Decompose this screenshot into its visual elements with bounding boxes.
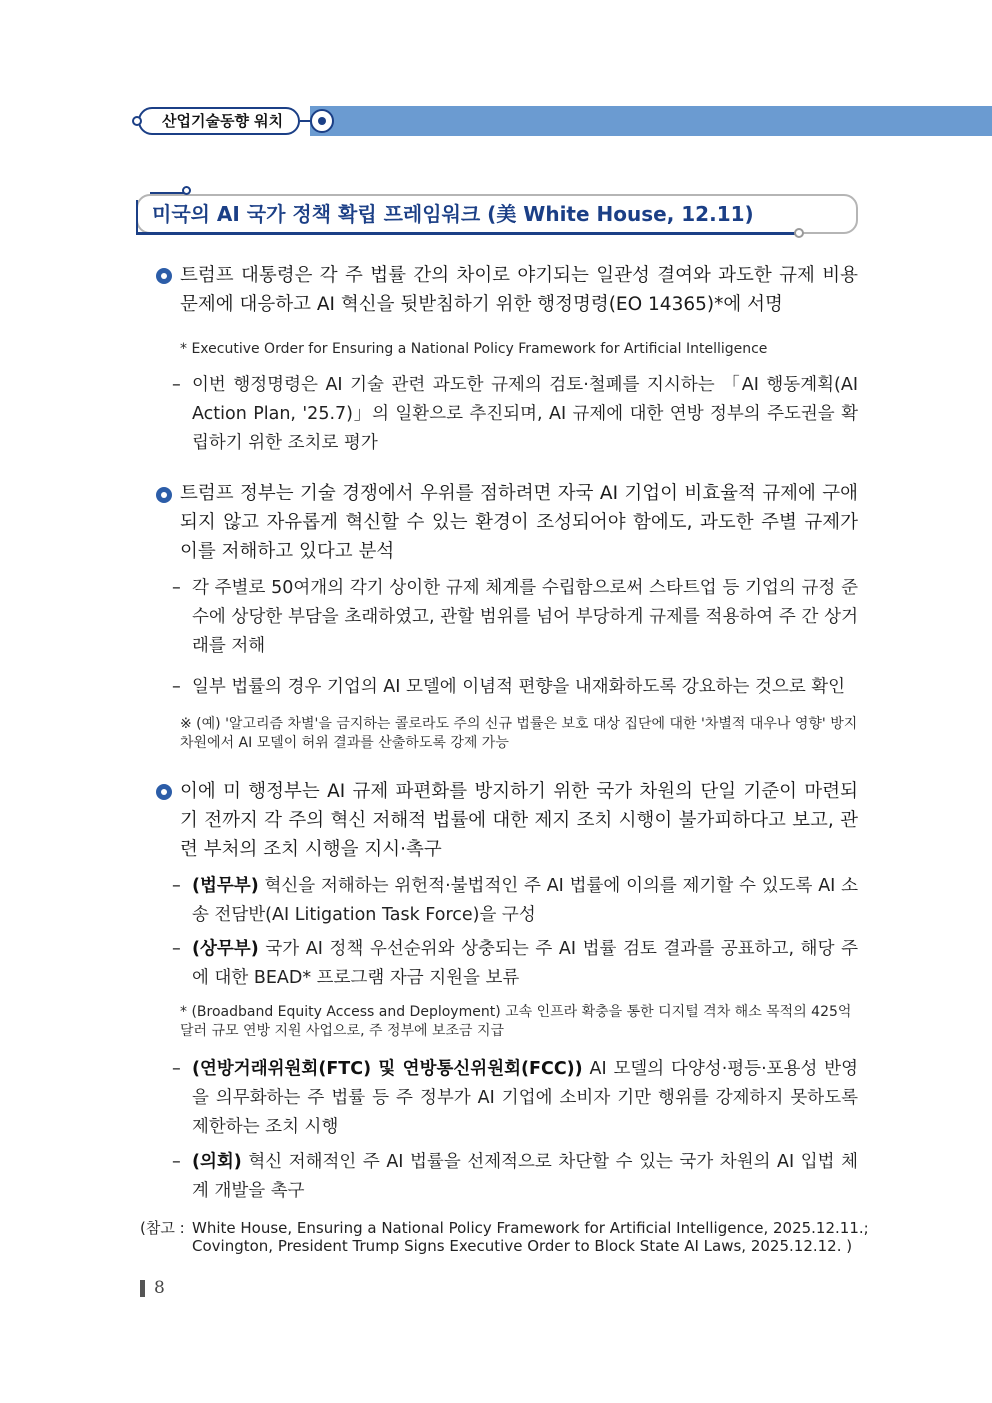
dash-item-text: 국가 AI 정책 우선순위와 상충되는 주 AI 법률 검토 결과를 공표하고, 해당 주에 대한 BEAD* 프로그램 자금 지원을 보류 [192, 939, 858, 988]
header-ring-icon [310, 109, 334, 133]
example-note: ※ (예) '알고리즘 차별'을 금지하는 콜로라도 주의 신규 법률은 보호 대상 집단에 대한 '차별적 대우나 영향' 방지 차원에서 AI 모델이 허위 결과를 산출하도록 강제 가능 [180, 716, 858, 751]
dash-icon: – [172, 939, 181, 959]
bullet-text: 트럼프 대통령은 각 주 법률 간의 차이로 야기되는 일관성 결여와 과도한 규제 비용 문제에 대응하고 AI 혁신을 뒷받침하기 위한 행정명령(EO 14365)*에 서명 [180, 265, 858, 315]
dash-icon: – [172, 578, 181, 598]
bullet-icon [156, 487, 172, 503]
page-number-bar [140, 1280, 145, 1297]
title-knob-icon [182, 186, 191, 195]
dash-icon: – [172, 375, 181, 395]
title-frame-accent-top [150, 192, 186, 194]
source-label: (참고 : [140, 1219, 185, 1237]
dash-item-lead: (의회) [192, 1152, 242, 1172]
header-band [310, 106, 992, 136]
dash-item-lead: (연방거래위원회(FTC) 및 연방통신위원회(FCC)) [192, 1059, 583, 1079]
dash-item-text: 각 주별로 50여개의 각기 상이한 규제 체계를 수립함으로써 스타트업 등 기업의 규정 준수에 상당한 부담을 초래하였고, 관할 범위를 넘어 부당하게 규제를 적용하여 주 간 상거래를 저해 [192, 578, 858, 656]
title-end-knob-icon [794, 228, 804, 238]
dash-item-congress [192, 1148, 858, 1206]
dash-icon: – [172, 1152, 181, 1172]
dash-item-text: 혁신을 저해하는 위헌적·불법적인 주 AI 법률에 이의를 제기할 수 있도록 AI 소송 전담반(AI Litigation Task Force)을 구성 [192, 876, 858, 925]
dash-item-text: 일부 법률의 경우 기업의 AI 모델에 이념적 편향을 내재화하도록 강요하는 것으로 확인 [192, 677, 846, 697]
source-text: White House, Ensuring a National Policy Framework for Artificial Intelligence, 2025.12.11.; Covington, President Trump Signs Executive Order to Block State AI Laws, 2025.12.12. ) [192, 1219, 869, 1255]
title-frame-accent-left [136, 200, 138, 234]
dash-item-lead: (상무부) [192, 939, 259, 959]
bullet-text: 트럼프 정부는 기술 경쟁에서 우위를 점하려면 자국 AI 기업이 비효율적 규제에 구애되지 않고 자유롭게 혁신할 수 있는 환경이 조성되어야 함에도, 과도한 주별 규제가 이를 저해하고 있다고 분석 [180, 483, 858, 562]
bullet-icon [156, 784, 172, 800]
dash-item-text: 이번 행정명령은 AI 기술 관련 과도한 규제의 검토·철폐를 지시하는 「AI 행동계획(AI Action Plan, '25.7)」의 일환으로 추진되며, AI 규제에 대한 연방 정부의 주도권을 확립하기 위한 조치로 평가 [192, 375, 858, 453]
header-connector [300, 120, 310, 122]
section-label-pill [138, 107, 300, 135]
dash-item-ftc-fcc [192, 1055, 858, 1142]
dash-item-lead: (법무부) [192, 876, 259, 896]
header-dot-icon [132, 116, 142, 126]
dash-item-text: AI 모델의 다양성·평등·포용성 반영을 의무화하는 주 법률 등 주 정부가 AI 기업에 소비자 기만 행위를 강제하지 못하도록 제한하는 조치 시행 [192, 1059, 858, 1137]
bullet-text: 이에 미 행정부는 AI 규제 파편화를 방지하기 위한 국가 차원의 단일 기준이 마련되기 전까지 각 주의 혁신 저해적 법률에 대한 제지 조치 시행이 불가피하다고 보고, 관련 부처의 조치 시행을 지시·촉구 [180, 781, 858, 860]
dash-icon: – [172, 677, 181, 697]
footnote: * (Broadband Equity Access and Deployment) 고속 인프라 확충을 통한 디지털 격차 해소 목적의 425억 달러 규모 연방 지원 사업으로, 주 정부에 보조금 지급 [180, 1004, 852, 1039]
dash-icon: – [172, 1059, 181, 1079]
bullet-icon [156, 268, 172, 284]
dash-item-text: 혁신 저해적인 주 AI 법률을 선제적으로 차단할 수 있는 국가 차원의 AI 입법 체계 개발을 촉구 [192, 1152, 858, 1201]
footnote: * Executive Order for Ensuring a National Policy Framework for Artificial Intelligence [180, 341, 768, 357]
section-label: 산업기술동향 워치 [162, 112, 284, 130]
page-title: 미국의 AI 국가 정책 확립 프레임워크 (美 White House, 12.11) [152, 202, 754, 226]
page-number: 8 [154, 1278, 165, 1298]
dash-icon: – [172, 876, 181, 896]
title-underline [136, 232, 796, 235]
dash-item-commerce [192, 935, 858, 993]
dash-item-justice [192, 872, 858, 930]
